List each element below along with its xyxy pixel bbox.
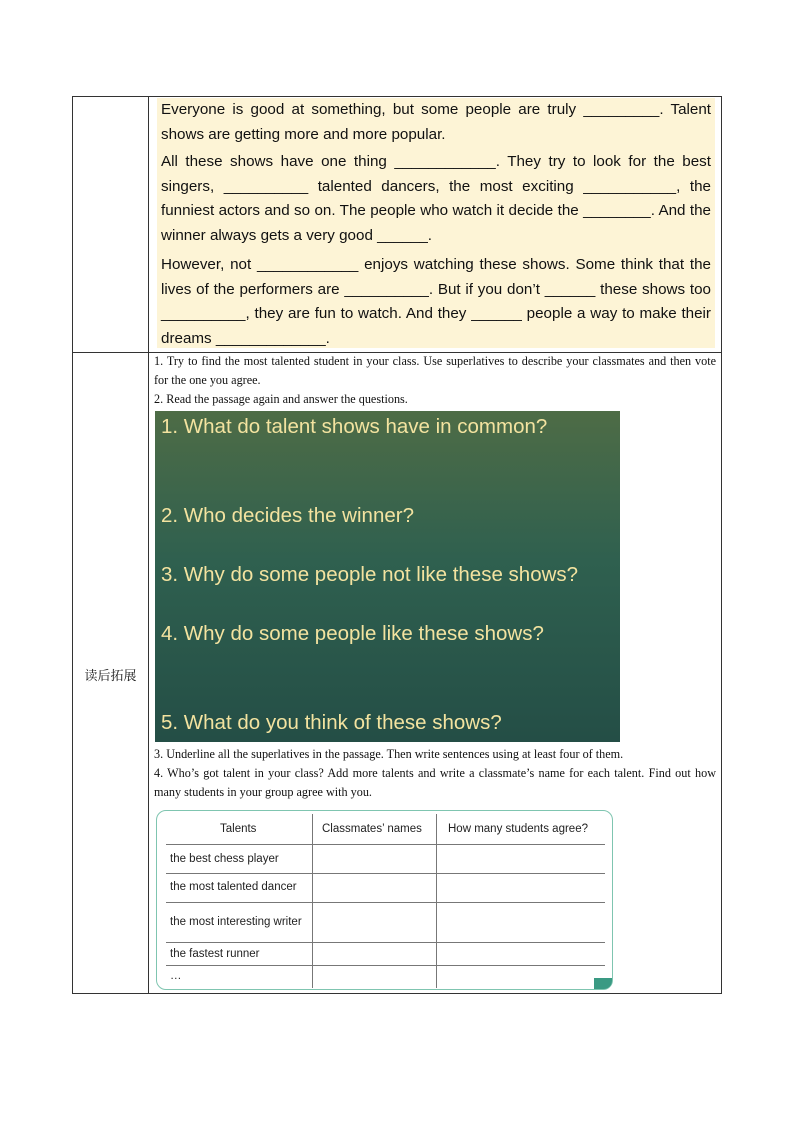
- instruction-2: 2. Read the passage again and answer the questions.: [154, 392, 408, 406]
- table-header-agree: How many students agree?: [448, 823, 588, 835]
- table-row-line: [166, 844, 605, 845]
- passage-paragraph-1: Everyone is good at something, but some people are truly _________. Talent shows are getting more and more popular.: [161, 101, 711, 143]
- question-4: 4. Why do some people like these shows?: [161, 622, 544, 645]
- table-header-talents: Talents: [220, 823, 257, 835]
- column-divider: [148, 97, 149, 993]
- instruction-3: 3. Underline all the superlatives in the passage. Then write sentences using at least four of them.: [154, 747, 624, 761]
- table-row-line: [166, 965, 605, 966]
- table-row-line: [166, 942, 605, 943]
- table-row: the fastest runner: [170, 948, 260, 960]
- table-column-line: [436, 814, 437, 988]
- passage-paragraph-2: All these shows have one thing ____________. They try to look for the best singers, __________ talented dancers, the most exciting ___________, the funniest actors and so on. The people who watch it decide the ________. And the winner always gets a very good ______.: [161, 153, 711, 244]
- table-row: the most talented dancer: [170, 881, 297, 893]
- row-label: 读后拓展: [84, 669, 137, 684]
- table-row-line: [166, 902, 605, 903]
- table-column-line: [312, 814, 313, 988]
- table-row: …: [170, 970, 182, 982]
- question-2: 2. Who decides the winner?: [161, 504, 414, 527]
- table-row: the best chess player: [170, 853, 279, 865]
- table-header-names: Classmates’ names: [322, 823, 422, 835]
- question-3: 3. Why do some people not like these shows?: [161, 563, 579, 586]
- table-row: the most interesting writer: [170, 916, 302, 928]
- passage-paragraph-3: However, not ____________ enjoys watching these shows. Some think that the lives of the performers are __________. But if you don’t ______ these shows too __________, they are fun to watch. And they ______ people a way to make their dreams _____________.: [161, 256, 711, 347]
- question-1: 1. What do talent shows have in common?: [161, 415, 548, 438]
- passage-block: [157, 98, 715, 348]
- instruction-1: 1. Try to find the most talented student in your class. Use superlatives to describe your classmates and then vote for the one you agree.: [154, 354, 716, 388]
- question-5: 5. What do you think of these shows?: [161, 711, 502, 734]
- question-board: [155, 411, 620, 742]
- talents-table: [156, 810, 613, 990]
- instruction-4: 4. Who’s got talent in your class? Add more talents and write a classmate’s name for each talent. Find out how many students in your group agree with you.: [154, 766, 716, 800]
- table-row-line: [166, 873, 605, 874]
